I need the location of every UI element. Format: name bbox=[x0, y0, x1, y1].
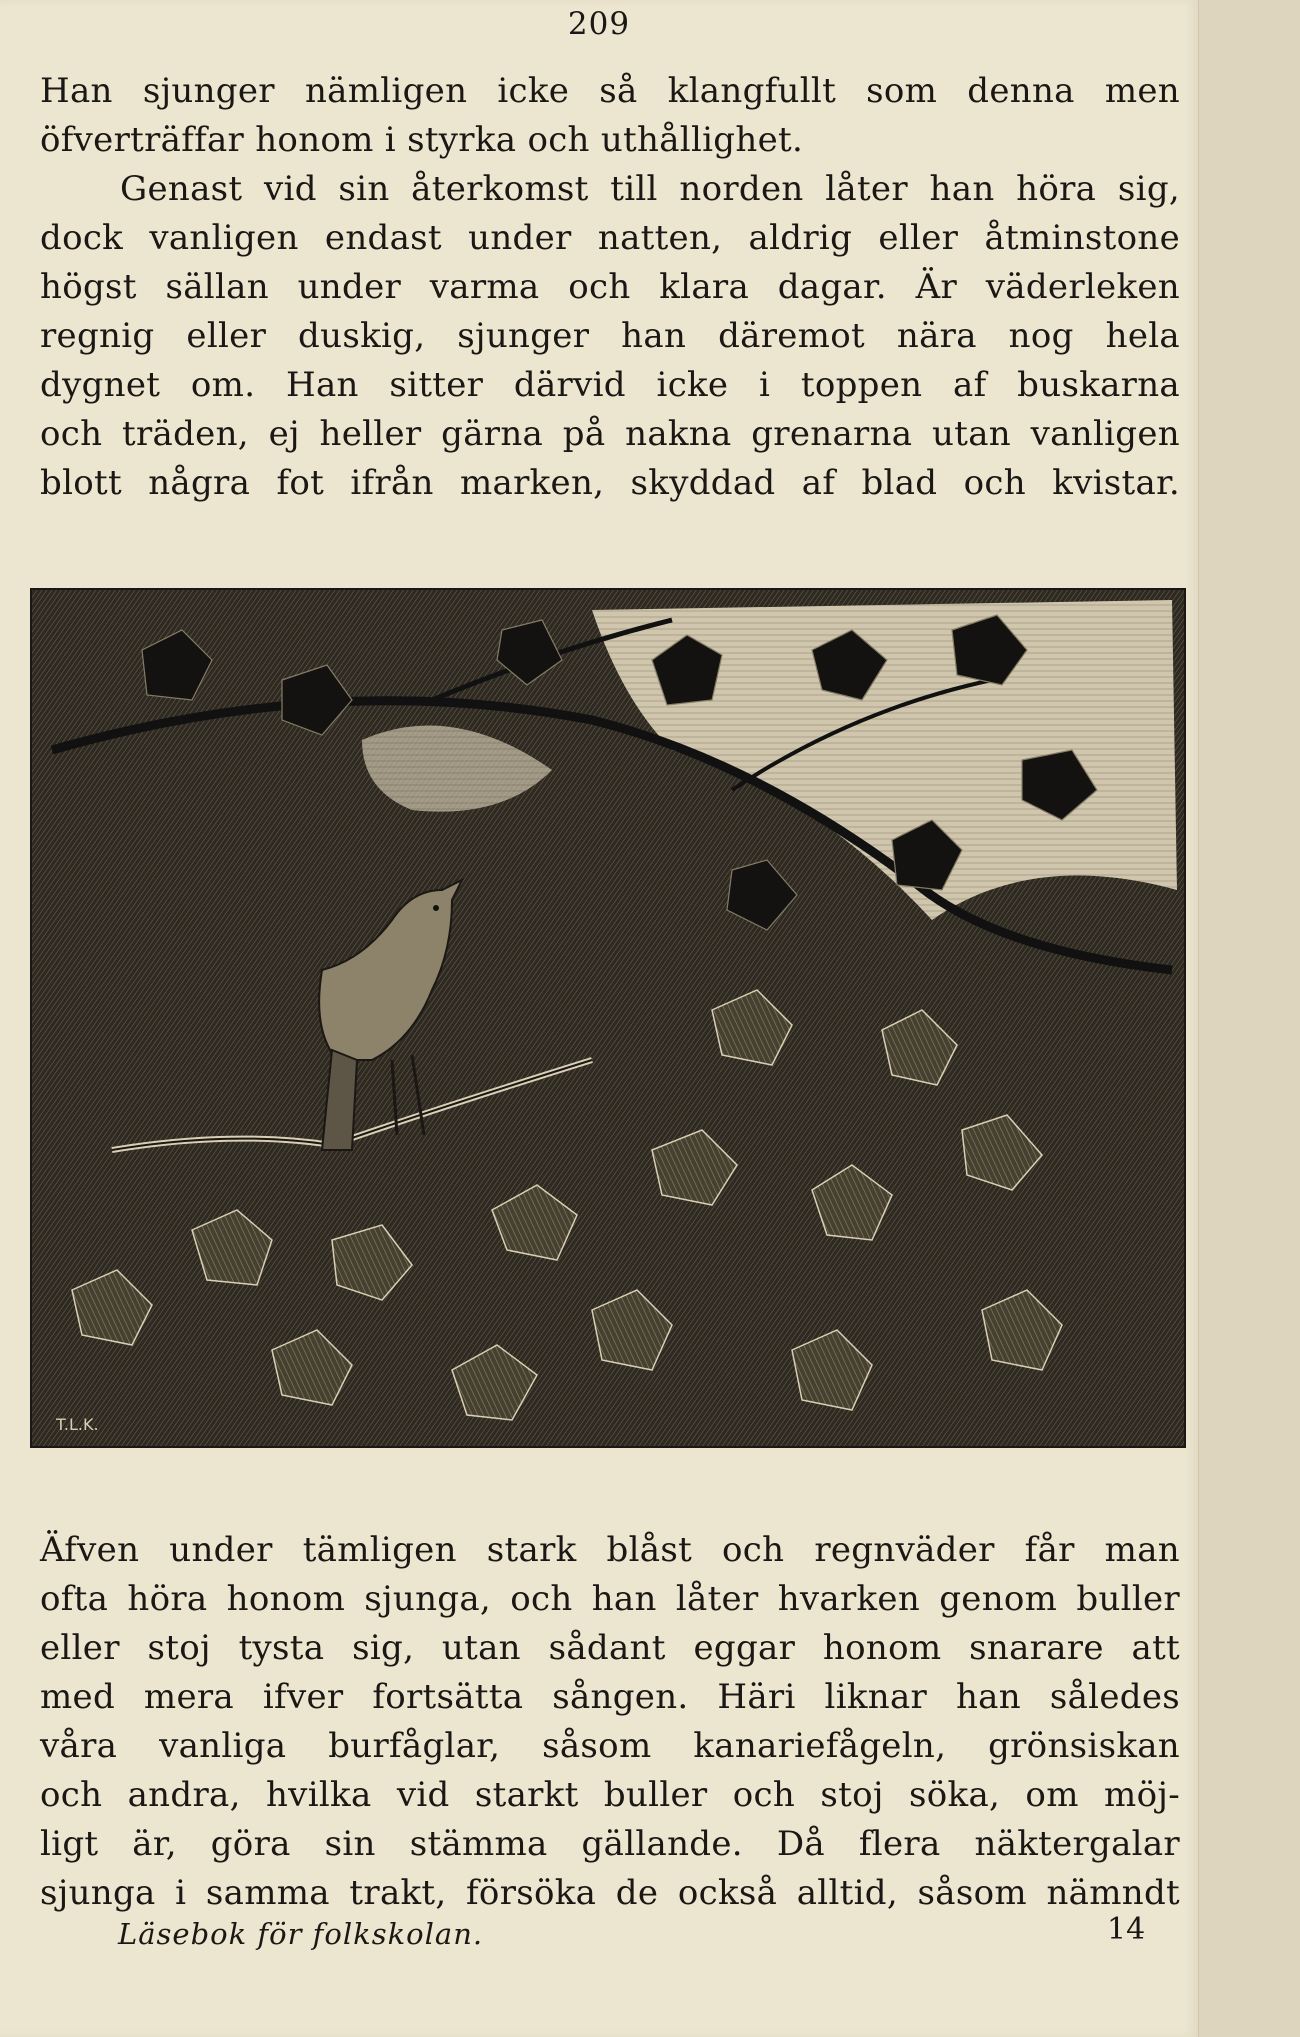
text-line: ofta höra honom sjunga, och han låter hvarken genom buller bbox=[40, 1579, 1180, 1619]
footer-book-title: Läsebok för folkskolan. bbox=[118, 1917, 484, 1951]
text-line: ligt är, göra sin stämma gällande. Då flera näktergalar bbox=[40, 1824, 1180, 1864]
footer-signature-mark: 14 bbox=[1107, 1912, 1146, 1947]
text-line: högst sällan under varma och klara dagar. Är väderleken bbox=[40, 267, 1180, 307]
text-line: sjunga i samma trakt, försöka de också alltid, såsom nämndt bbox=[40, 1873, 1180, 1913]
nightingale-engraving bbox=[30, 588, 1186, 1448]
text-line: eller stoj tysta sig, utan sådant eggar honom snarare att bbox=[40, 1628, 1180, 1668]
text-line: blott några fot ifrån marken, skyddad af blad och kvistar. bbox=[40, 463, 1180, 503]
text-block-bottom bbox=[40, 1526, 1180, 1918]
text-block-top bbox=[40, 67, 1180, 508]
text-line: regnig eller duskig, sjunger han däremot nära nog hela bbox=[40, 316, 1180, 356]
text-line: och träden, ej heller gärna på nakna grenarna utan vanligen bbox=[40, 414, 1180, 454]
text-line: och andra, hvilka vid starkt buller och stoj söka, om möj- bbox=[40, 1775, 1180, 1815]
text-line: dygnet om. Han sitter därvid icke i toppen af buskarna bbox=[40, 365, 1180, 405]
text-line: dock vanligen endast under natten, aldrig eller åtminstone bbox=[40, 218, 1180, 258]
page-number: 209 bbox=[567, 6, 631, 42]
text-line: Äfven under tämligen stark blåst och regnväder får man bbox=[40, 1530, 1180, 1570]
page-margin-strip bbox=[1198, 0, 1300, 2037]
text-line: våra vanliga burfåglar, såsom kanariefågeln, grönsiskan bbox=[40, 1726, 1180, 1766]
text-line: Han sjunger nämligen icke så klangfullt som denna men bbox=[40, 71, 1180, 111]
text-line: öfverträffar honom i styrka och uthållighet. bbox=[40, 120, 804, 160]
engraver-mark: T.L.K. bbox=[56, 1415, 99, 1434]
text-line: med mera ifver fortsätta sången. Häri liknar han således bbox=[40, 1677, 1180, 1717]
text-line: Genast vid sin återkomst till norden låter han höra sig, bbox=[120, 169, 1180, 209]
